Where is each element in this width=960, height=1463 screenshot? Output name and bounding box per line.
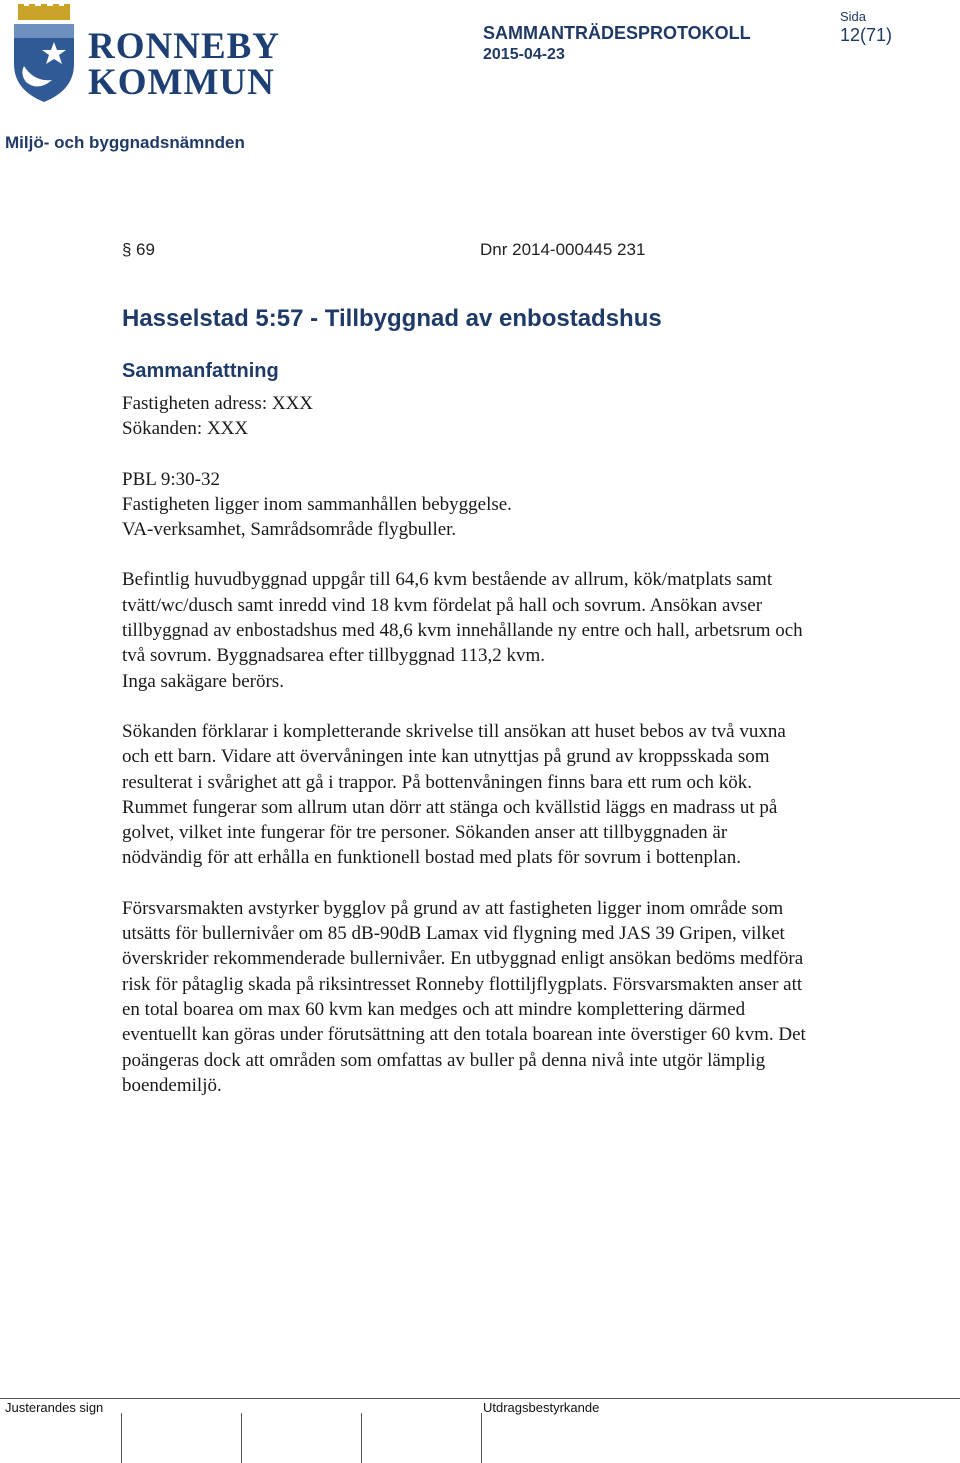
committee-name: Miljö- och byggnadsnämnden [5,133,245,152]
logo-text-line1: RONNEBY [88,26,281,67]
paragraph-armed-forces: Försvarsmakten avstyrker bygglov på grund av att fastigheten ligger inom område som utsätts för bullernivåer om 85 dB-90dB Lamax vid flygning med JAS 39 Gripen, vilket överskrider rekommenderade bullernivåer. En utbyggnad enligt ansökan bedöms medföra risk för påtaglig skada på riksintresset Ronneby flottiljflygplats. Försvarsmakten anser att en total boarea om max 60 kvm kan medges och att mindre komplettering därmed eventuellt kan göras under förutsättning att den totala boarean inte överstiger 60 kvm. Det poängeras dock att områden som omfattas av buller på denna nivå inte utgör lämplig boendemiljö. [122,897,806,1096]
protocol-date: 2015-04-23 [483,46,565,63]
ronneby-coat-of-arms-icon [8,4,80,104]
paragraph-applicant-statement: Sökanden förklarar i kompletterande skrivelse till ansökan att huset bebos av två vuxna och ett barn. Vidare att övervåningen inte kan utnyttjas på grund av kroppsskada som resulterat i svårighet att gå i trappor. På bottenvåningen finns bara ett rum och kök. Rummet fungerar som allrum utan dörr att stänga och kvällstid läggs en madrass ut på golvet, vilket inte fungerar för tre personer. Sökanden anser att tillbyggnaden är nödvändig för att erhålla en funktionell bostad med plats för sovrum i bottenplan. [122,720,786,869]
protocol-title: SAMMANTRÄDESPROTOKOLL [483,23,751,43]
case-number: 69 [136,240,155,259]
signature-box-divider [241,1413,242,1463]
section-sign: § [122,240,132,259]
paragraph-building [122,567,812,693]
va-line: VA-verksamhet, Samrådsområde flygbuller. [122,519,457,541]
signature-box-divider [121,1413,122,1463]
address-line: Fastigheten adress: XXX [122,393,314,414]
signature-box-divider [361,1413,362,1463]
building-text: Befintlig huvudbyggnad uppgår till 64,6 kvm bestående av allrum, kök/matplats samt tvätt/wc/dusch samt inredd vind 18 kvm fördelat på hall och sovrum. Ansökan avser tillbyggnad av enbostadshus med 48,6 kvm innehållande ny entre och hall, arbetsrum och två sovrum. Byggnadsarea efter tillbyggnad 113,2 kvm. [122,569,803,667]
footer-divider [0,1398,960,1399]
page-number: 12(71) [840,25,893,45]
summary-heading: Sammanfattning [122,360,279,382]
ronneby-logo [8,4,281,104]
footer-sign-label: Justerandes sign [5,1400,104,1415]
property-line: Fastigheten ligger inom sammanhållen bebyggelse. [122,493,512,515]
signature-box-divider [481,1413,482,1463]
case-dnr: Dnr 2014-000445 231 [480,240,646,259]
paragraph-applicant [122,391,812,442]
page-title: Hasselstad 5:57 - Tillbyggnad av enbostadshus [122,305,662,332]
document-body [122,391,812,1098]
applicant-line: Sökanden: XXX [122,418,249,440]
pbl-line: PBL 9:30-32 [122,468,220,490]
logo-text-line2: KOMMUN [88,62,275,103]
paragraph-regulation [122,467,812,543]
stakeholders-text: Inga sakägare berörs. [122,670,284,692]
footer-extract-label: Utdragsbestyrkande [483,1400,600,1415]
page-label: Sida [840,9,867,24]
